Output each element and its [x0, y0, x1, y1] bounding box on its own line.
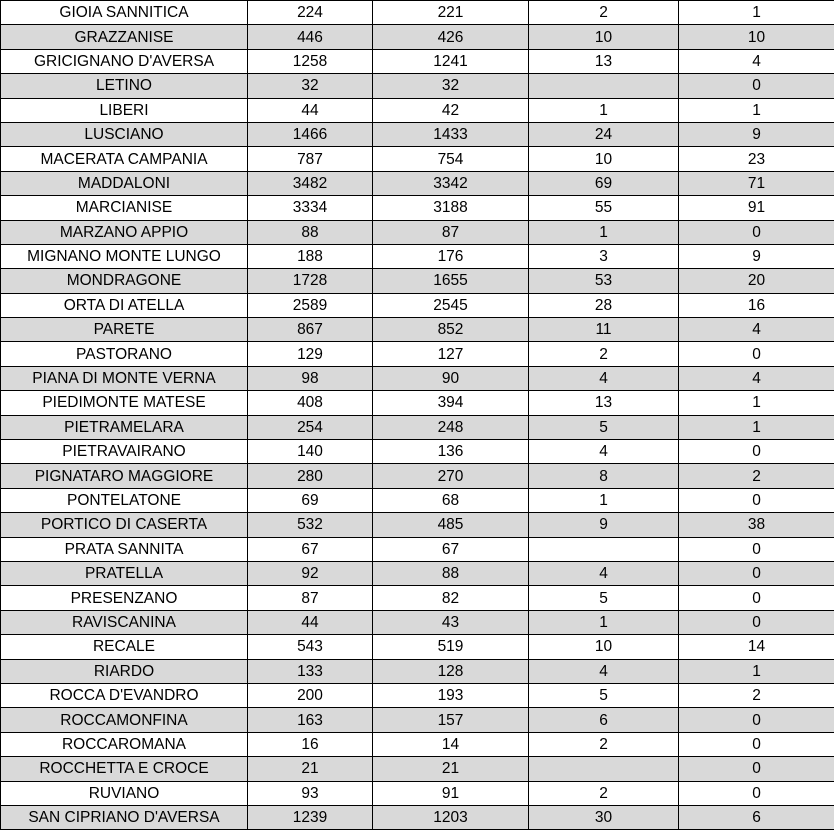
table-row [1, 98, 834, 122]
municipality-name-cell: PIGNATARO MAGGIORE [1, 464, 248, 488]
value-col-2-cell: 90 [373, 366, 529, 390]
municipality-name-cell: MACERATA CAMPANIA [1, 147, 248, 171]
value-col-1-cell: 408 [248, 391, 373, 415]
value-col-3-cell: 9 [529, 513, 679, 537]
table-row [1, 293, 834, 317]
value-col-1-cell: 1466 [248, 122, 373, 146]
municipality-name-cell: PRATA SANNITA [1, 537, 248, 561]
value-col-1-cell: 867 [248, 318, 373, 342]
value-col-1-cell: 446 [248, 25, 373, 49]
value-col-1-cell: 69 [248, 488, 373, 512]
value-col-2-cell: 67 [373, 537, 529, 561]
value-col-1-cell: 93 [248, 781, 373, 805]
value-col-3-cell: 4 [529, 440, 679, 464]
municipality-name-cell: PIETRAVAIRANO [1, 440, 248, 464]
value-col-3-cell: 1 [529, 220, 679, 244]
value-col-3-cell [529, 74, 679, 98]
value-col-4-cell: 14 [679, 635, 834, 659]
value-col-3-cell: 5 [529, 683, 679, 707]
value-col-4-cell: 1 [679, 415, 834, 439]
value-col-2-cell: 3342 [373, 171, 529, 195]
value-col-1-cell: 88 [248, 220, 373, 244]
value-col-3-cell: 5 [529, 415, 679, 439]
value-col-3-cell: 6 [529, 708, 679, 732]
table-row [1, 757, 834, 781]
value-col-3-cell [529, 537, 679, 561]
value-col-3-cell: 8 [529, 464, 679, 488]
value-col-4-cell: 0 [679, 488, 834, 512]
table-row [1, 561, 834, 585]
value-col-1-cell: 133 [248, 659, 373, 683]
value-col-1-cell: 16 [248, 732, 373, 756]
value-col-1-cell: 67 [248, 537, 373, 561]
value-col-2-cell: 157 [373, 708, 529, 732]
value-col-1-cell: 787 [248, 147, 373, 171]
value-col-1-cell: 1258 [248, 49, 373, 73]
value-col-1-cell: 92 [248, 561, 373, 585]
value-col-2-cell: 42 [373, 98, 529, 122]
value-col-2-cell: 91 [373, 781, 529, 805]
municipality-name-cell: LETINO [1, 74, 248, 98]
municipality-name-cell: MONDRAGONE [1, 269, 248, 293]
value-col-4-cell: 20 [679, 269, 834, 293]
value-col-3-cell: 24 [529, 122, 679, 146]
municipality-name-cell: ROCCAMONFINA [1, 708, 248, 732]
value-col-3-cell: 10 [529, 147, 679, 171]
value-col-3-cell: 4 [529, 659, 679, 683]
municipality-name-cell: GRAZZANISE [1, 25, 248, 49]
value-col-4-cell: 38 [679, 513, 834, 537]
municipality-name-cell: PIANA DI MONTE VERNA [1, 366, 248, 390]
municipality-name-cell: PASTORANO [1, 342, 248, 366]
municipality-name-cell: RECALE [1, 635, 248, 659]
value-col-2-cell: 1203 [373, 805, 529, 829]
value-col-1-cell: 98 [248, 366, 373, 390]
value-col-4-cell: 0 [679, 342, 834, 366]
value-col-4-cell: 91 [679, 196, 834, 220]
value-col-2-cell: 88 [373, 561, 529, 585]
value-col-3-cell: 4 [529, 366, 679, 390]
value-col-4-cell: 1 [679, 391, 834, 415]
value-col-2-cell: 68 [373, 488, 529, 512]
value-col-1-cell: 129 [248, 342, 373, 366]
municipality-name-cell: PRESENZANO [1, 586, 248, 610]
municipality-name-cell: RIARDO [1, 659, 248, 683]
value-col-2-cell: 754 [373, 147, 529, 171]
table-row [1, 342, 834, 366]
municipality-name-cell: MARZANO APPIO [1, 220, 248, 244]
value-col-4-cell: 0 [679, 781, 834, 805]
table-row [1, 366, 834, 390]
value-col-1-cell: 1728 [248, 269, 373, 293]
municipality-name-cell: MARCIANISE [1, 196, 248, 220]
municipality-name-cell: MADDALONI [1, 171, 248, 195]
table-row [1, 391, 834, 415]
value-col-3-cell: 30 [529, 805, 679, 829]
municipality-name-cell: ROCCAROMANA [1, 732, 248, 756]
value-col-3-cell: 5 [529, 586, 679, 610]
table-row [1, 805, 834, 829]
value-col-3-cell: 2 [529, 342, 679, 366]
value-col-4-cell: 2 [679, 683, 834, 707]
value-col-1-cell: 200 [248, 683, 373, 707]
value-col-1-cell: 1239 [248, 805, 373, 829]
municipality-name-cell: GIOIA SANNITICA [1, 1, 248, 25]
value-col-2-cell: 14 [373, 732, 529, 756]
value-col-4-cell: 1 [679, 1, 834, 25]
value-col-4-cell: 0 [679, 537, 834, 561]
value-col-2-cell: 136 [373, 440, 529, 464]
table-body [1, 1, 834, 830]
value-col-2-cell: 193 [373, 683, 529, 707]
value-col-3-cell: 13 [529, 49, 679, 73]
value-col-4-cell: 4 [679, 49, 834, 73]
table-row [1, 244, 834, 268]
table-row [1, 74, 834, 98]
value-col-3-cell: 10 [529, 635, 679, 659]
value-col-4-cell: 10 [679, 25, 834, 49]
value-col-3-cell: 28 [529, 293, 679, 317]
value-col-3-cell: 4 [529, 561, 679, 585]
table-row [1, 269, 834, 293]
value-col-4-cell: 16 [679, 293, 834, 317]
value-col-1-cell: 254 [248, 415, 373, 439]
municipality-name-cell: PIEDIMONTE MATESE [1, 391, 248, 415]
table-row [1, 464, 834, 488]
table-row [1, 513, 834, 537]
value-col-2-cell: 852 [373, 318, 529, 342]
value-col-2-cell: 394 [373, 391, 529, 415]
table-row [1, 683, 834, 707]
value-col-3-cell: 69 [529, 171, 679, 195]
value-col-1-cell: 44 [248, 610, 373, 634]
value-col-1-cell: 32 [248, 74, 373, 98]
value-col-3-cell: 2 [529, 732, 679, 756]
value-col-4-cell: 0 [679, 610, 834, 634]
value-col-2-cell: 248 [373, 415, 529, 439]
value-col-3-cell: 53 [529, 269, 679, 293]
value-col-4-cell: 1 [679, 98, 834, 122]
table-row [1, 318, 834, 342]
value-col-4-cell: 2 [679, 464, 834, 488]
value-col-4-cell: 0 [679, 708, 834, 732]
value-col-3-cell: 10 [529, 25, 679, 49]
value-col-1-cell: 87 [248, 586, 373, 610]
value-col-2-cell: 82 [373, 586, 529, 610]
table-row [1, 196, 834, 220]
value-col-4-cell: 4 [679, 366, 834, 390]
value-col-1-cell: 3334 [248, 196, 373, 220]
value-col-3-cell: 55 [529, 196, 679, 220]
value-col-3-cell: 1 [529, 610, 679, 634]
value-col-4-cell: 9 [679, 122, 834, 146]
table-row [1, 488, 834, 512]
value-col-4-cell: 23 [679, 147, 834, 171]
table-row [1, 659, 834, 683]
value-col-2-cell: 21 [373, 757, 529, 781]
value-col-2-cell: 176 [373, 244, 529, 268]
municipality-name-cell: PORTICO DI CASERTA [1, 513, 248, 537]
value-col-2-cell: 1655 [373, 269, 529, 293]
value-col-1-cell: 224 [248, 1, 373, 25]
value-col-2-cell: 519 [373, 635, 529, 659]
value-col-2-cell: 485 [373, 513, 529, 537]
value-col-3-cell: 2 [529, 1, 679, 25]
value-col-1-cell: 188 [248, 244, 373, 268]
municipality-name-cell: RUVIANO [1, 781, 248, 805]
value-col-2-cell: 3188 [373, 196, 529, 220]
value-col-4-cell: 4 [679, 318, 834, 342]
municipality-name-cell: PONTELATONE [1, 488, 248, 512]
table-row [1, 440, 834, 464]
value-col-4-cell: 0 [679, 220, 834, 244]
value-col-2-cell: 1433 [373, 122, 529, 146]
value-col-4-cell: 0 [679, 74, 834, 98]
value-col-2-cell: 270 [373, 464, 529, 488]
value-col-4-cell: 0 [679, 757, 834, 781]
table-row [1, 537, 834, 561]
value-col-2-cell: 127 [373, 342, 529, 366]
table-row [1, 25, 834, 49]
municipality-name-cell: ORTA DI ATELLA [1, 293, 248, 317]
value-col-1-cell: 280 [248, 464, 373, 488]
value-col-2-cell: 32 [373, 74, 529, 98]
table-row [1, 781, 834, 805]
table-row [1, 610, 834, 634]
value-col-2-cell: 221 [373, 1, 529, 25]
municipality-name-cell: PARETE [1, 318, 248, 342]
value-col-4-cell: 9 [679, 244, 834, 268]
table-row [1, 708, 834, 732]
value-col-1-cell: 532 [248, 513, 373, 537]
municipality-name-cell: ROCCA D'EVANDRO [1, 683, 248, 707]
value-col-1-cell: 2589 [248, 293, 373, 317]
value-col-3-cell: 13 [529, 391, 679, 415]
value-col-3-cell: 11 [529, 318, 679, 342]
value-col-2-cell: 87 [373, 220, 529, 244]
value-col-1-cell: 543 [248, 635, 373, 659]
value-col-2-cell: 1241 [373, 49, 529, 73]
value-col-4-cell: 0 [679, 586, 834, 610]
value-col-4-cell: 71 [679, 171, 834, 195]
value-col-4-cell: 0 [679, 440, 834, 464]
table-row [1, 586, 834, 610]
value-col-1-cell: 21 [248, 757, 373, 781]
table-row [1, 49, 834, 73]
value-col-4-cell: 1 [679, 659, 834, 683]
value-col-1-cell: 163 [248, 708, 373, 732]
value-col-2-cell: 128 [373, 659, 529, 683]
municipality-name-cell: PIETRAMELARA [1, 415, 248, 439]
value-col-3-cell: 1 [529, 98, 679, 122]
value-col-1-cell: 140 [248, 440, 373, 464]
municipality-name-cell: PRATELLA [1, 561, 248, 585]
table-row [1, 220, 834, 244]
value-col-4-cell: 6 [679, 805, 834, 829]
municipality-name-cell: LUSCIANO [1, 122, 248, 146]
value-col-4-cell: 0 [679, 561, 834, 585]
value-col-2-cell: 426 [373, 25, 529, 49]
value-col-3-cell [529, 757, 679, 781]
table-row [1, 147, 834, 171]
value-col-2-cell: 43 [373, 610, 529, 634]
value-col-2-cell: 2545 [373, 293, 529, 317]
value-col-1-cell: 44 [248, 98, 373, 122]
municipality-name-cell: MIGNANO MONTE LUNGO [1, 244, 248, 268]
municipality-name-cell: ROCCHETTA E CROCE [1, 757, 248, 781]
table-row [1, 1, 834, 25]
table-row [1, 732, 834, 756]
table-row [1, 171, 834, 195]
table-row [1, 122, 834, 146]
value-col-4-cell: 0 [679, 732, 834, 756]
value-col-3-cell: 1 [529, 488, 679, 512]
municipality-name-cell: SAN CIPRIANO D'AVERSA [1, 805, 248, 829]
municipality-name-cell: GRICIGNANO D'AVERSA [1, 49, 248, 73]
value-col-3-cell: 2 [529, 781, 679, 805]
municipality-name-cell: RAVISCANINA [1, 610, 248, 634]
table-row [1, 415, 834, 439]
municipality-name-cell: LIBERI [1, 98, 248, 122]
value-col-3-cell: 3 [529, 244, 679, 268]
table-row [1, 635, 834, 659]
value-col-1-cell: 3482 [248, 171, 373, 195]
